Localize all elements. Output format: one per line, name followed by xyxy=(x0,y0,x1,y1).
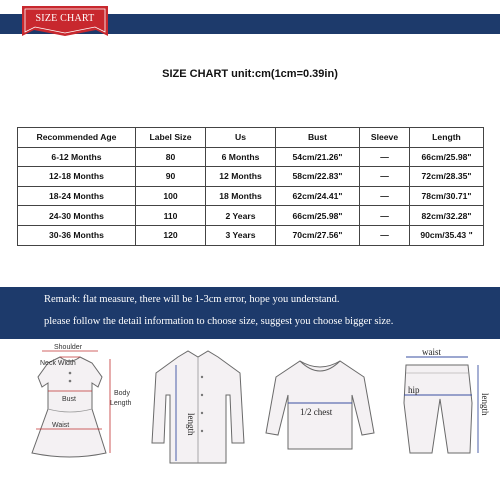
table-cell: 24-30 Months xyxy=(18,206,136,226)
table-row xyxy=(18,206,484,226)
table-cell: 2 Years xyxy=(206,206,276,226)
table-header-row xyxy=(18,128,484,148)
size-table xyxy=(17,127,484,246)
table-cell: 6-12 Months xyxy=(18,147,136,167)
pants-hip-label: hip xyxy=(408,385,420,395)
pants-length-label: length xyxy=(480,393,490,416)
dress-shoulder-label: Shoulder xyxy=(54,344,83,351)
shirt-length-label: length xyxy=(186,413,196,436)
table-cell: — xyxy=(360,206,410,226)
sweater-chest-label: 1/2 chest xyxy=(300,407,333,417)
shirt-measure-diagram xyxy=(140,343,255,493)
table-cell: — xyxy=(360,225,410,245)
table-cell: 70cm/27.56" xyxy=(276,225,360,245)
table-cell: 78cm/30.71" xyxy=(410,186,484,206)
column-header: Recommended Age xyxy=(18,128,136,148)
table-cell: 72cm/28.35" xyxy=(410,167,484,187)
remark-line-2: please follow the detail information to choose size, suggest you choose bigger size. xyxy=(44,316,394,327)
table-cell: 18 Months xyxy=(206,186,276,206)
table-cell: 110 xyxy=(136,206,206,226)
table-cell: 90 xyxy=(136,167,206,187)
table-cell: 100 xyxy=(136,186,206,206)
table-cell: 120 xyxy=(136,225,206,245)
table-row xyxy=(18,167,484,187)
column-header: Sleeve xyxy=(360,128,410,148)
table-cell: 62cm/24.41" xyxy=(276,186,360,206)
table-cell: 58cm/22.83" xyxy=(276,167,360,187)
table-cell: — xyxy=(360,147,410,167)
table-cell: — xyxy=(360,167,410,187)
page-title: SIZE CHART unit:cm(1cm=0.39in) xyxy=(162,68,338,80)
column-header: Bust xyxy=(276,128,360,148)
table-row xyxy=(18,186,484,206)
dress-waist-label: Waist xyxy=(52,422,70,429)
table-cell: 66cm/25.98" xyxy=(410,147,484,167)
dress-bust-label: Bust xyxy=(62,396,77,403)
dress-measure-diagram xyxy=(2,343,137,493)
pants-waist-label: waist xyxy=(422,347,441,357)
remark-line-1: Remark: flat measure, there will be 1-3cm error, hope you understand. xyxy=(44,294,340,305)
column-header: Label Size xyxy=(136,128,206,148)
table-cell: 6 Months xyxy=(206,147,276,167)
column-header: Length xyxy=(410,128,484,148)
dress-body-label: Body xyxy=(114,390,130,397)
badge-label: SIZE CHART xyxy=(35,13,95,24)
pants-measure-diagram xyxy=(388,343,498,493)
table-cell: 66cm/25.98" xyxy=(276,206,360,226)
column-header: Us xyxy=(206,128,276,148)
table-cell: 54cm/21.26" xyxy=(276,147,360,167)
dress-length-label: Length xyxy=(110,400,132,407)
table-cell: 12-18 Months xyxy=(18,167,136,187)
table-cell: 18-24 Months xyxy=(18,186,136,206)
table-cell: 90cm/35.43 " xyxy=(410,225,484,245)
table-cell: 80 xyxy=(136,147,206,167)
table-cell: — xyxy=(360,186,410,206)
table-cell: 3 Years xyxy=(206,225,276,245)
table-cell: 12 Months xyxy=(206,167,276,187)
table-row xyxy=(18,225,484,245)
table-cell: 82cm/32.28" xyxy=(410,206,484,226)
table-row xyxy=(18,147,484,167)
sweater-measure-diagram xyxy=(256,343,386,493)
dress-neck-label: Neck Width xyxy=(40,360,76,367)
table-cell: 30-36 Months xyxy=(18,225,136,245)
